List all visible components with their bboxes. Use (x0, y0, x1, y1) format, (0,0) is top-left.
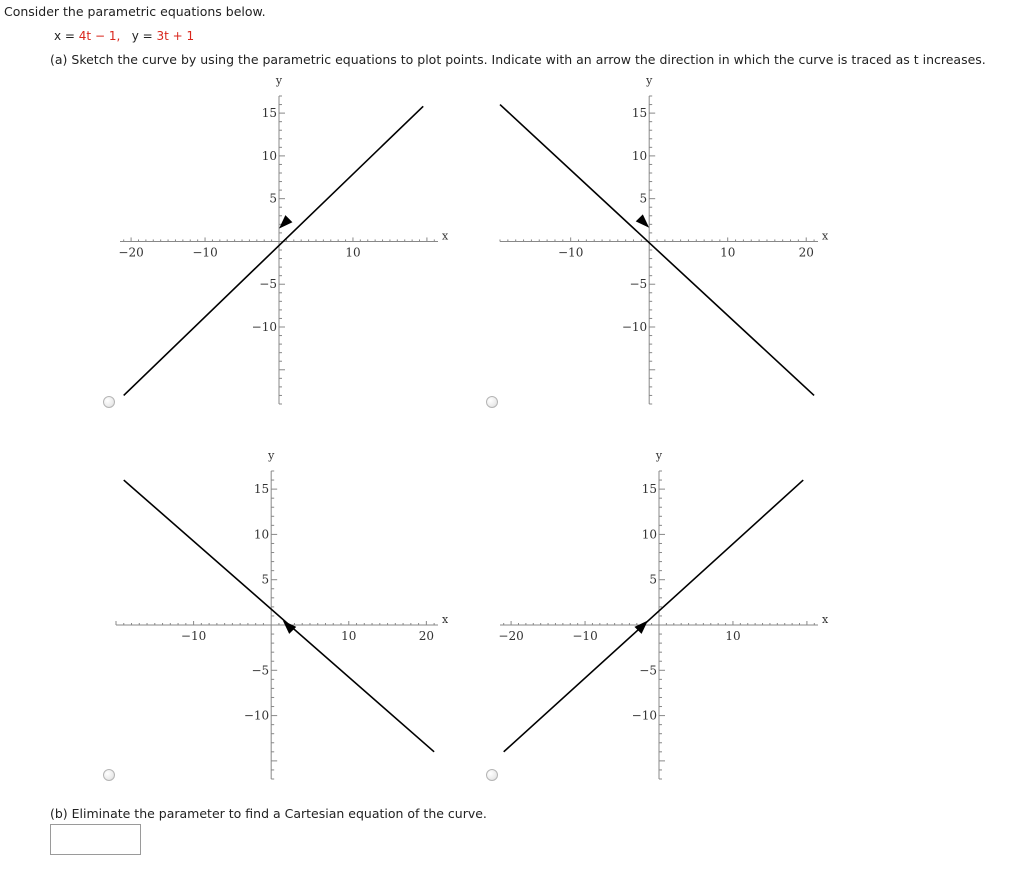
cartesian-equation-input[interactable] (50, 824, 141, 855)
y-tick-label: 5 (639, 191, 648, 206)
radio-option-b[interactable] (486, 396, 498, 408)
direction-arrow-icon (636, 214, 649, 227)
eq-y-expression: 3t + 1 (156, 29, 195, 43)
eq-x-expression: 4t − 1, (78, 29, 121, 43)
question-intro: Consider the parametric equations below. (4, 4, 266, 19)
curve-line (500, 105, 814, 396)
x-tick-label: 10 (720, 245, 736, 260)
x-tick-label: −20 (498, 629, 524, 643)
x-axis-label: x (822, 229, 829, 243)
x-tick-label: −10 (192, 245, 218, 260)
eq-x-prefix: x = (54, 29, 79, 43)
y-tick-label: 15 (641, 482, 657, 497)
x-tick-label: −10 (180, 629, 207, 643)
x-tick-label: 10 (345, 245, 361, 260)
y-tick-label: 10 (253, 527, 270, 542)
radio-option-a[interactable] (103, 396, 115, 408)
y-tick-label: −10 (243, 708, 270, 723)
x-tick-label: −10 (558, 245, 584, 260)
x-axis-label: x (442, 229, 449, 243)
y-tick-label: −10 (251, 320, 277, 334)
radio-option-c[interactable] (103, 769, 115, 781)
y-tick-label: 15 (253, 482, 270, 497)
x-tick-label: 10 (341, 629, 357, 643)
x-tick-label: −10 (572, 629, 598, 643)
x-tick-label: 10 (725, 629, 741, 643)
direction-arrow-icon (283, 620, 296, 633)
y-tick-label: −5 (629, 277, 648, 292)
graph-option-c (108, 445, 448, 785)
graph-option-b (490, 70, 830, 410)
part-a-instructions: (a) Sketch the curve by using the parametric equations to plot points. Indicate with an arrow the direction in which the curve is traced as t increases. (50, 52, 986, 67)
x-axis-label: x (822, 613, 829, 626)
x-tick-label: 20 (798, 245, 814, 260)
parametric-equations (54, 29, 194, 43)
x-axis-label: x (442, 613, 448, 626)
y-tick-label: −5 (639, 663, 657, 678)
y-tick-label: −5 (251, 663, 270, 678)
y-tick-label: 15 (261, 106, 277, 121)
graph-option-a (110, 70, 450, 410)
radio-option-d[interactable] (486, 769, 498, 781)
y-tick-label: 5 (649, 572, 657, 587)
part-b-instructions: (b) Eliminate the parameter to find a Cartesian equation of the curve. (50, 806, 487, 821)
y-axis-label: y (268, 449, 275, 462)
x-tick-label: 20 (418, 629, 435, 643)
y-tick-label: −10 (631, 708, 657, 723)
y-tick-label: 5 (261, 572, 270, 587)
y-tick-label: 10 (261, 148, 277, 163)
y-axis-label: y (655, 449, 663, 462)
direction-arrow-icon (279, 215, 292, 228)
y-tick-label: 15 (631, 106, 648, 121)
y-tick-label: 10 (631, 148, 648, 163)
x-tick-label: −20 (118, 245, 144, 260)
y-tick-label: 10 (641, 527, 657, 542)
curve-line (124, 480, 434, 752)
y-tick-label: −5 (259, 277, 277, 292)
eq-y-prefix: y = (131, 29, 157, 43)
y-axis-label: y (275, 74, 283, 87)
graph-option-d (490, 445, 830, 785)
y-axis-label: y (646, 74, 653, 87)
y-tick-label: −10 (621, 320, 648, 334)
y-tick-label: 5 (269, 191, 277, 206)
